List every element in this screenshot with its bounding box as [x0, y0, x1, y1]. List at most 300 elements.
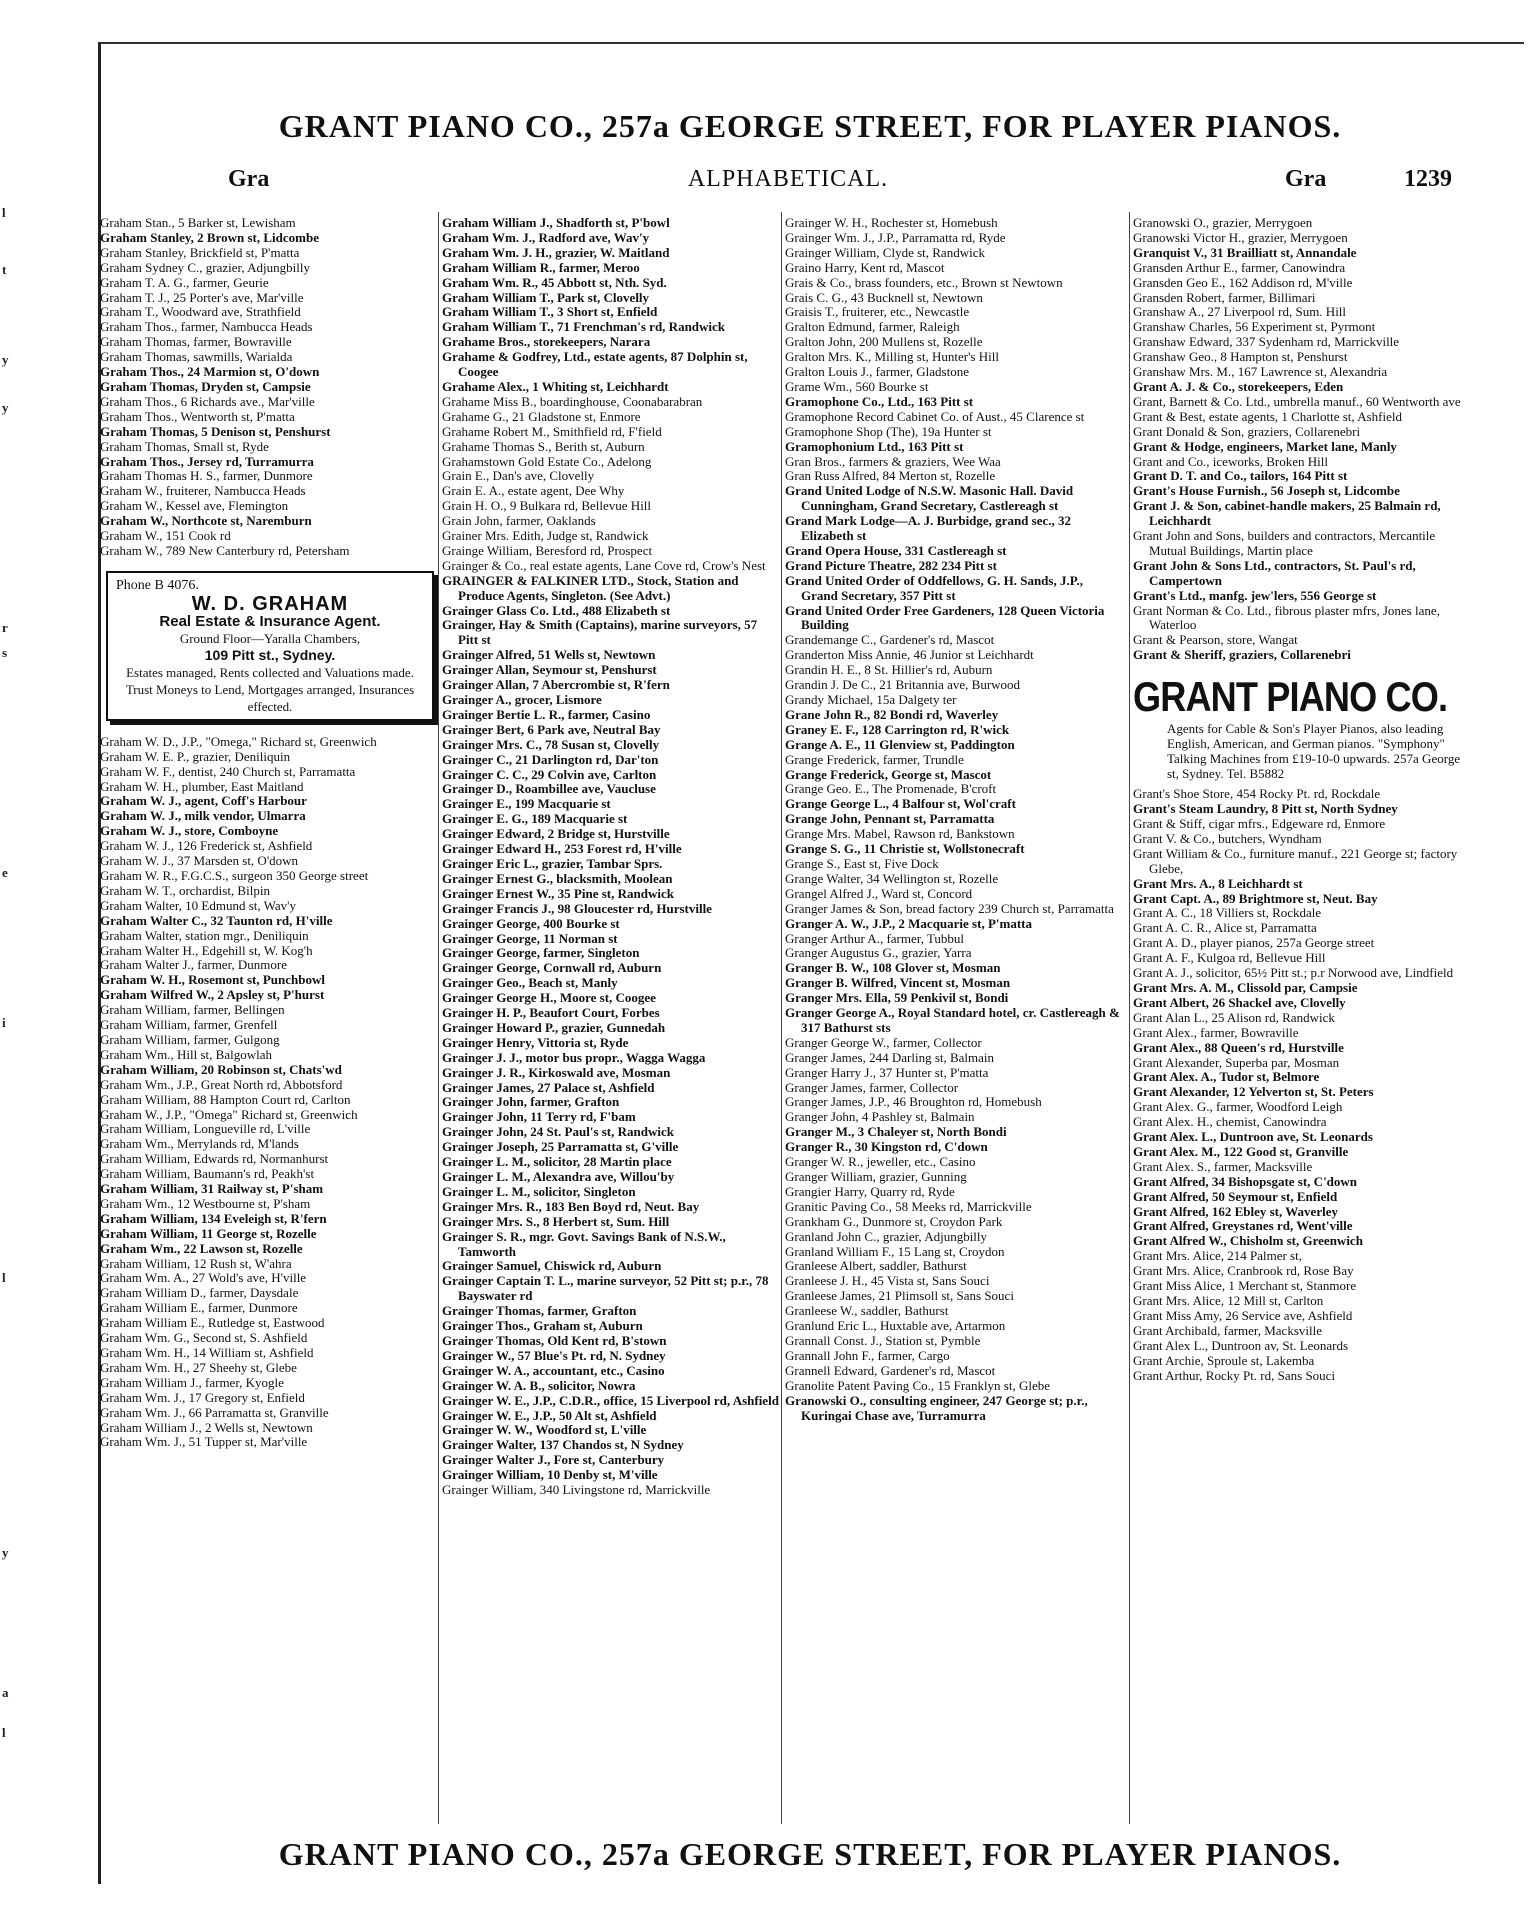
directory-entry: Graham William R., farmer, Meroo: [442, 259, 640, 275]
directory-entry: Grainger Edward, 2 Bridge st, Hurstville: [442, 826, 670, 842]
directory-entry: Graham Walter H., Edgehill st, W. Kog'h: [100, 942, 313, 958]
directory-entry: Grainger C., 21 Darlington rd, Dar'ton: [442, 751, 659, 767]
directory-entry: Grainger George H., Moore st, Coogee: [442, 990, 656, 1006]
directory-entry: Graham W. J., 126 Frederick st, Ashfield: [100, 838, 313, 854]
directory-entry: Grais C. G., 43 Bucknell st, Newtown: [785, 289, 983, 305]
directory-entry: Grandy Michael, 15a Dalgety ter: [785, 692, 957, 707]
directory-entry: Grainger William, 10 Denby st, M'ville: [442, 1467, 658, 1483]
column-4: [1133, 216, 1465, 1824]
directory-entry: Grahame Bros., storekeepers, Narara: [442, 334, 651, 350]
directory-entry: Grainger L. M., Alexandra ave, Willou'by: [442, 1169, 675, 1184]
edge-mark: r: [2, 620, 8, 635]
directory-entry: Graham William T., Park st, Clovelly: [442, 289, 650, 305]
directory-entry: Grant Alex. L., Duntroon ave, St. Leonards: [1133, 1129, 1373, 1145]
directory-entry: Grainger W. E., J.P., C.D.R., office, 15 Liverpool rd, Ashfield: [442, 1392, 779, 1408]
directory-entry: Graham W. F., dentist, 240 Church st, Parramatta: [100, 763, 356, 779]
directory-entry: Grant Archibald, farmer, Macksville: [1133, 1322, 1322, 1338]
directory-entry: Graham William, Edwards rd, Normanhurst: [100, 1151, 329, 1167]
directory-entry: Grant Mrs. A., 8 Leichhardt st: [1133, 875, 1303, 891]
directory-entry: Granger George W., farmer, Collector: [785, 1034, 982, 1050]
directory-entry: Granderton Miss Annie, 46 Junior st Leichhardt: [785, 647, 1034, 663]
directory-entry: Granger Mrs. Ella, 59 Penkivil st, Bondi: [785, 990, 1009, 1006]
directory-entry: Granger B. W., 108 Glover st, Mosman: [785, 960, 1001, 976]
directory-entry: Granger Augustus G., grazier, Yarra: [785, 945, 972, 961]
directory-entry: Granger W. R., jeweller, etc., Casino: [785, 1154, 976, 1170]
directory-entry: Granland William F., 15 Lang st, Croydon: [785, 1243, 1005, 1259]
edge-mark: s: [2, 645, 8, 660]
directory-entry: Grant Alfred W., Chisholm st, Greenwich: [1133, 1233, 1363, 1249]
directory-entry: Graham W., 789 New Canterbury rd, Petersham: [100, 542, 350, 558]
directory-entry: Grant Mrs. Alice, 12 Mill st, Carlton: [1133, 1293, 1324, 1308]
directory-entry: Grainger Samuel, Chiswick rd, Auburn: [442, 1258, 662, 1274]
ad-phone: Phone B 4076.: [116, 577, 199, 593]
directory-entry: Granger John, 4 Pashley st, Balmain: [785, 1109, 975, 1125]
directory-entry: Gransden Arthur E., farmer, Canowindra: [1133, 259, 1346, 275]
directory-entry: Grant Alexander, 12 Yelverton st, St. Peters: [1133, 1084, 1374, 1100]
directory-entry: Grainger Ernest G., blacksmith, Moolean: [442, 870, 673, 886]
directory-entry: Graham William D., farmer, Daysdale: [100, 1285, 299, 1301]
directory-entry: Granger James, farmer, Collector: [785, 1079, 959, 1095]
directory-entry: Graham William, 31 Railway st, P'sham: [100, 1181, 324, 1197]
directory-entry: Graham Thomas, Dryden st, Campsie: [100, 378, 311, 394]
directory-entry: Granger James & Son, bread factory 239 Church st, Parramatta: [785, 900, 1114, 916]
directory-entry: Graham Wm. R., 45 Abbott st, Nth. Syd.: [442, 274, 667, 290]
directory-entry: Gralton Mrs. K., Milling st, Hunter's Hill: [785, 349, 999, 365]
directory-entry: Grain E. A., estate agent, Dee Why: [442, 483, 625, 499]
directory-entry: Grainger Ernest W., 35 Pine st, Randwick: [442, 885, 674, 901]
directory-entry: Graham Sydney C., grazier, Adjungbilly: [100, 259, 310, 275]
column-rule: [781, 212, 782, 1824]
directory-entry: Grandin J. De C., 21 Britannia ave, Burwood: [785, 677, 1021, 693]
directory-entry: Graham William, farmer, Bellingen: [100, 1002, 285, 1018]
directory-entry: Grahame G., 21 Gladstone st, Enmore: [442, 408, 641, 424]
directory-entry: Grant Alex. S., farmer, Macksville: [1133, 1158, 1313, 1174]
directory-entry: Grainger H. P., Beaufort Court, Forbes: [442, 1005, 660, 1021]
column-3: [785, 216, 1123, 1824]
directory-entry: Grant Alex. A., Tudor st, Belmore: [1133, 1069, 1320, 1085]
directory-entry: Granshaw Geo., 8 Hampton st, Penshurst: [1133, 349, 1348, 365]
directory-entry: Grant Capt. A., 89 Brightmore st, Neut. Bay: [1133, 890, 1378, 906]
entries-block: [1133, 216, 1465, 663]
directory-entry: Grant D. T. and Co., tailors, 164 Pitt st: [1133, 468, 1348, 484]
directory-entry: Grainger Eric L., grazier, Tambar Sprs.: [442, 855, 663, 871]
directory-entry: Grainger Thomas, farmer, Grafton: [442, 1303, 637, 1319]
running-head-center: ALPHABETICAL.: [687, 166, 889, 192]
directory-entry: Graham William, 134 Eveleigh st, R'fern: [100, 1210, 327, 1226]
directory-entry: Grainger Thos., Graham st, Auburn: [442, 1318, 643, 1334]
entries-block: [1133, 787, 1465, 1383]
directory-entry: Graham W., Kessel ave, Flemington: [100, 498, 289, 514]
directory-entry: Gran Bros., farmers & graziers, Wee Waa: [785, 453, 1001, 469]
directory-entry: Gramophonium Ltd., 163 Pitt st: [785, 438, 964, 454]
directory-entry: Grais & Co., brass founders, etc., Brown st Newtown: [785, 274, 1063, 290]
directory-entry: Grange John, Pennant st, Parramatta: [785, 811, 995, 827]
column-rule: [1129, 212, 1130, 1824]
ad-name: W. D. GRAHAM: [191, 592, 349, 615]
directory-entry: Granlund Eric L., Huxtable ave, Artarmon: [785, 1318, 1006, 1334]
directory-entry: Grant A. F., Kulgoa rd, Bellevue Hill: [1133, 950, 1326, 966]
directory-entry: Grant William & Co., furniture manuf., 221 George st; factory Glebe,: [1133, 845, 1458, 876]
directory-entry: Graham Walter, 10 Edmund st, Wav'y: [100, 897, 297, 913]
directory-entry: Grainger John, 24 St. Paul's st, Randwick: [442, 1124, 674, 1140]
directory-entry: Grainger E., 199 Macquarie st: [442, 796, 611, 812]
directory-entry: Graham William J., farmer, Kyogle: [100, 1374, 284, 1390]
directory-entry: Graham W., J.P., "Omega" Richard st, Greenwich: [100, 1106, 358, 1122]
directory-entry: Graham William T., 3 Short st, Enfield: [442, 304, 658, 320]
directory-entry: Grainger Glass Co. Ltd., 488 Elizabeth st: [442, 602, 671, 618]
directory-entry: Graham W. T., orchardist, Bilpin: [100, 882, 270, 898]
directory-entry: Grange George L., 4 Balfour st, Wol'craft: [785, 796, 1016, 812]
directory-entry: Granland John C., grazier, Adjungbilly: [785, 1228, 988, 1244]
directory-entry: Grainger Francis J., 98 Gloucester rd, Hurstville: [442, 900, 712, 916]
directory-entry: Gransden Robert, farmer, Billimari: [1133, 289, 1316, 305]
directory-entry: Graham W. D., J.P., "Omega," Richard st, Greenwich: [100, 733, 377, 749]
directory-entry: Graham W. R., F.G.C.S., surgeon 350 George street: [100, 868, 369, 883]
directory-entry: Graham Wm. J., Radford ave, Wav'y: [442, 229, 650, 245]
directory-entry: Grange Mrs. Mabel, Rawson rd, Bankstown: [785, 826, 1015, 842]
directory-entry: Grahame Robert M., Smithfield rd, F'field: [442, 423, 662, 439]
directory-entry: Granshaw Mrs. M., 167 Lawrence st, Alexandria: [1133, 364, 1388, 380]
directory-entry: Grant Alex. G., farmer, Woodford Leigh: [1133, 1099, 1343, 1115]
directory-entry: Granger A. W., J.P., 2 Macquarie st, P'matta: [785, 915, 1032, 931]
directory-entry: Grainger James, 27 Palace st, Ashfield: [442, 1079, 655, 1095]
directory-entry: Grant Miss Alice, 1 Merchant st, Stanmore: [1133, 1278, 1357, 1294]
directory-entry: Graham William, 12 Rush st, W'ahra: [100, 1255, 292, 1271]
directory-entry: Grandemange C., Gardener's rd, Mascot: [785, 632, 995, 648]
grant-piano-advertisement: [1133, 673, 1465, 781]
column-1: [100, 216, 438, 1824]
directory-entry: Grain John, farmer, Oaklands: [442, 513, 596, 529]
directory-entry: Graham Stanley, 2 Brown st, Lidcombe: [100, 229, 319, 245]
entries-block: [785, 216, 1123, 1423]
directory-entry: Granger M., 3 Chaleyer st, North Bondi: [785, 1124, 1007, 1140]
directory-entry: Grant V. & Co., butchers, Wyndham: [1133, 830, 1322, 846]
directory-entry: Grant A. D., player pianos, 257a George street: [1133, 935, 1375, 951]
directory-entry: Grainger Bert, 6 Park ave, Neutral Bay: [442, 721, 661, 737]
directory-entry: Graham Wm., J.P., Great North rd, Abbotsford: [100, 1076, 343, 1092]
directory-entry: Graham Wm. G., Second st, S. Ashfield: [100, 1330, 308, 1346]
graham-advertisement: [106, 571, 434, 721]
directory-entry: Grant Donald & Son, graziers, Collarenebri: [1133, 423, 1361, 439]
directory-entry: Grainger W. W., Woodford st, L'ville: [442, 1422, 647, 1438]
directory-entry: Grant Alfred, 34 Bishopsgate st, C'down: [1133, 1173, 1358, 1189]
directory-entry: Graham William, 11 George st, Rozelle: [100, 1225, 317, 1241]
edge-mark: l: [2, 1270, 6, 1285]
edge-mark: i: [2, 1015, 6, 1030]
directory-entry: GRAINGER & FALKINER LTD., Stock, Station and Produce Agents, Singleton. (See Advt.): [442, 572, 739, 603]
directory-entry: Graham Walter, station mgr., Deniliquin: [100, 927, 309, 943]
directory-entry: Grange A. E., 11 Glenview st, Paddington: [785, 736, 1015, 752]
directory-entry: Grant Mrs. A. M., Clissold par, Campsie: [1133, 979, 1358, 995]
directory-entry: Grainger Walter J., Fore st, Canterbury: [442, 1452, 665, 1468]
directory-entry: Grainger Edward H., 253 Forest rd, H'ville: [442, 841, 682, 857]
edge-mark: e: [2, 865, 8, 880]
directory-entry: Graham William J., 2 Wells st, Newtown: [100, 1419, 313, 1435]
directory-entry: Grand United Order of Oddfellows, G. H. Sands, J.P., Grand Secretary, 357 Pitt st: [785, 572, 1083, 603]
directory-entry: Grant John & Sons Ltd., contractors, St. Paul's rd, Campertown: [1133, 557, 1416, 588]
directory-entry: Graham W. J., 37 Marsden st, O'down: [100, 853, 299, 869]
directory-entry: Grahamstown Gold Estate Co., Adelong: [442, 453, 652, 469]
directory-entry: Grainger John, farmer, Grafton: [442, 1094, 620, 1110]
ad-floor: Ground Floor—Yaralla Chambers,: [179, 630, 361, 646]
directory-entry: Grainger L. M., solicitor, Singleton: [442, 1183, 636, 1199]
directory-entry: Gramophone Co., Ltd., 163 Pitt st: [785, 393, 974, 409]
directory-entry: Granleese J. H., 45 Vista st, Sans Souci: [785, 1273, 990, 1289]
directory-entry: Grainger L. M., solicitor, 28 Martin place: [442, 1154, 672, 1170]
directory-entry: Graham Stanley, Brickfield st, P'matta: [100, 244, 300, 260]
directory-entry: Grainger, Hay & Smith (Captains), marine surveyors, 57 Pitt st: [442, 617, 758, 648]
directory-entry: Grant & Pearson, store, Wangat: [1133, 632, 1298, 648]
directory-entry: Grannall Const. J., Station st, Pymble: [785, 1332, 981, 1348]
directory-entry: Graham Thomas H. S., farmer, Dunmore: [100, 468, 313, 484]
directory-entry: Grant John and Sons, builders and contractors, Mercantile Mutual Buildings, Martin place: [1133, 528, 1436, 558]
directory-entry: Grame Wm., 560 Bourke st: [785, 378, 929, 394]
directory-entry: Graham T., Woodward ave, Strathfield: [100, 304, 301, 320]
edge-mark: l: [2, 1725, 6, 1740]
directory-entry: Graisis T., fruiterer, etc., Newcastle: [785, 304, 970, 320]
directory-entry: Grand United Order Free Gardeners, 128 Queen Victoria Building: [785, 602, 1105, 633]
directory-entry: Grainger W. H., Rochester st, Homebush: [785, 216, 998, 230]
directory-entry: Grant & Hodge, engineers, Market lane, Manly: [1133, 438, 1397, 454]
directory-entry: Grain H. O., 9 Bulkara rd, Bellevue Hill: [442, 498, 652, 514]
directory-entry: Grant Alexander, Superba par, Mosman: [1133, 1054, 1340, 1070]
edge-mark: y: [2, 352, 9, 367]
running-head-right: Gra: [1285, 166, 1327, 192]
page-number: 1239: [1404, 166, 1452, 192]
directory-entry: Graham Thos., Jersey rd, Turramurra: [100, 453, 314, 469]
directory-entry: Granquist V., 31 Brailliatt st, Annandale: [1133, 244, 1357, 260]
directory-entry: Grainger Allan, Seymour st, Penshurst: [442, 662, 657, 678]
directory-entry: Grainger Captain T. L., marine surveyor, 52 Pitt st; p.r., 78 Bayswater rd: [442, 1273, 769, 1304]
directory-entry: Graham William E., farmer, Dunmore: [100, 1300, 298, 1316]
directory-entry: Granger Arthur A., farmer, Tubbul: [785, 930, 964, 946]
directory-entry: Grand Opera House, 331 Castlereagh st: [785, 542, 1007, 558]
edge-mark: a: [2, 1685, 9, 1700]
directory-entry: Grange S., East st, Five Dock: [785, 855, 939, 871]
directory-entry: Graham W., 151 Cook rd: [100, 528, 231, 544]
directory-entry: Grainger Joseph, 25 Parramatta st, G'ville: [442, 1139, 679, 1155]
directory-entry: Granger R., 30 Kingston rd, C'down: [785, 1139, 988, 1155]
directory-entry: Grand Picture Theatre, 282 234 Pitt st: [785, 557, 997, 573]
directory-entry: Grainger Alfred, 51 Wells st, Newtown: [442, 647, 656, 663]
directory-entry: Grankham G., Dunmore st, Croydon Park: [785, 1213, 1003, 1229]
directory-entry: Granger James, 244 Darling st, Balmain: [785, 1049, 995, 1065]
directory-entry: Grand United Lodge of N.S.W. Masonic Hall. David Cunningham, Grand Secretary, Castlereagh st: [785, 483, 1074, 514]
directory-entry: Graham W. E. P., grazier, Deniliquin: [100, 748, 291, 764]
directory-entry: Grant, Barnett & Co. Ltd., umbrella manuf., 60 Wentworth ave: [1133, 393, 1461, 409]
directory-entry: Grannell Edward, Gardener's rd, Mascot: [785, 1362, 996, 1378]
directory-entry: Graham William, Longueville rd, L'ville: [100, 1121, 311, 1137]
directory-entry: Grainger Allan, 7 Abercrombie st, R'fern: [442, 677, 670, 693]
directory-entry: Graham Thomas, sawmills, Warialda: [100, 349, 293, 365]
banner-bottom: GRANT PIANO CO., 257a GEORGE STREET, FOR PLAYER PIANOS.: [278, 1836, 1342, 1872]
directory-entry: Grant A. C. R., Alice st, Parramatta: [1133, 920, 1317, 936]
entries-block: [442, 216, 780, 1498]
directory-entry: Grahame & Godfrey, Ltd., estate agents, 87 Dolphin st, Coogee: [442, 349, 748, 380]
directory-entry: Grant Mrs. Alice, Cranbrook rd, Rose Bay: [1133, 1263, 1354, 1279]
directory-entry: Grainger William, Clyde st, Randwick: [785, 244, 985, 260]
directory-entry: Graham W., fruiterer, Nambucca Heads: [100, 483, 306, 499]
edge-mark: y: [2, 400, 9, 415]
directory-entry: Graham Wm., 22 Lawson st, Rozelle: [100, 1240, 303, 1256]
directory-entry: Grahame Thomas S., Berith st, Auburn: [442, 438, 645, 454]
edge-mark: y: [2, 1545, 9, 1560]
directory-entry: Graham Walter C., 32 Taunton rd, H'ville: [100, 912, 333, 928]
directory-entry: Graham William, 20 Robinson st, Chats'wd: [100, 1061, 342, 1077]
directory-entry: Graham W., Northcote st, Naremburn: [100, 513, 312, 529]
directory-entry: Grainger Howard P., grazier, Gunnedah: [442, 1019, 666, 1035]
directory-entry: Graham Wm. H., 27 Sheehy st, Glebe: [100, 1359, 297, 1375]
edge-mark: l: [2, 205, 6, 220]
directory-entry: Granger James, J.P., 46 Broughton rd, Homebush: [785, 1094, 1042, 1110]
directory-entry: Grant & Stiff, cigar mfrs., Edgeware rd, Enmore: [1133, 816, 1386, 831]
edge-mark: t: [2, 262, 7, 277]
directory-entry: Grainger Bertie L. R., farmer, Casino: [442, 706, 651, 722]
directory-entry: Graham Thos., farmer, Nambucca Heads: [100, 319, 313, 335]
directory-entry: Graham Thos., Wentworth st, P'matta: [100, 408, 295, 424]
directory-entry: Graham Wm., Hill st, Balgowlah: [100, 1046, 272, 1062]
directory-entry: Grainger J. J., motor bus propr., Wagga Wagga: [442, 1049, 706, 1065]
directory-entry: Grainger C. C., 29 Colvin ave, Carlton: [442, 766, 657, 782]
directory-entry: Granger George A., Royal Standard hotel, cr. Castlereagh & 317 Bathurst sts: [785, 1005, 1120, 1035]
directory-entry: Graham Wm. H., 14 William st, Ashfield: [100, 1345, 314, 1360]
directory-entry: Grant Alex. M., 122 Good st, Granville: [1133, 1143, 1349, 1159]
directory-entry: Grant Alex. H., chemist, Canowindra: [1133, 1114, 1327, 1130]
directory-entry: Granolite Patent Paving Co., 15 Franklyn st, Glebe: [785, 1377, 1051, 1393]
directory-entry: Gransden Geo E., 162 Addison rd, M'ville: [1133, 274, 1353, 290]
directory-entry: Graham Wm. A., 27 Wold's ave, H'ville: [100, 1270, 307, 1286]
directory-entry: Grant Archie, Sproule st, Lakemba: [1133, 1352, 1315, 1368]
directory-entry: Grange Frederick, farmer, Trundle: [785, 751, 964, 767]
directory-entry: Granowski O., grazier, Merrygoen: [1133, 216, 1313, 230]
directory-entry: Grainger Walter, 137 Chandos st, N Sydney: [442, 1437, 684, 1453]
entries-block: [100, 735, 438, 1451]
running-head-left: Gra: [228, 166, 270, 192]
directory-entry: Graham William, 88 Hampton Court rd, Carlton: [100, 1091, 351, 1107]
directory-entry: Graham Wm. J., 66 Parramatta st, Granville: [100, 1404, 329, 1420]
directory-entry: Grainger W. A., accountant, etc., Casino: [442, 1362, 665, 1378]
directory-entry: Granger William, grazier, Gunning: [785, 1169, 967, 1184]
directory-entry: Grant & Best, estate agents, 1 Charlotte st, Ashfield: [1133, 408, 1402, 424]
directory-entry: Graham Stan., 5 Barker st, Lewisham: [100, 216, 296, 230]
directory-entry: Graham Thos., 6 Richards ave., Mar'ville: [100, 393, 315, 409]
directory-entry: Grainger W. A. B., solicitor, Nowra: [442, 1377, 636, 1393]
directory-entry: Gran Russ Alfred, 84 Merton st, Rozelle: [785, 468, 996, 484]
directory-entry: Graham William, Baumann's rd, Peakh'st: [100, 1166, 315, 1182]
directory-entry: Gramophone Shop (The), 19a Hunter st: [785, 423, 992, 439]
directory-entry: Grainger Geo., Beach st, Manly: [442, 975, 618, 991]
ad-line-2: Trust Moneys to Lend, Mortgages arranged, Insurances effected.: [125, 681, 415, 714]
ad-role: Real Estate & Insurance Agent.: [159, 612, 381, 630]
directory-entry: Grange Frederick, George st, Mascot: [785, 766, 992, 782]
directory-entry: Grange S. G., 11 Christie st, Wollstonecraft: [785, 841, 1025, 857]
directory-entry: Grannall John F., farmer, Cargo: [785, 1347, 950, 1363]
directory-entry: Graham William T., 71 Frenchman's rd, Randwick: [442, 319, 726, 335]
directory-entry: Grainger Mrs. C., 78 Susan st, Clovelly: [442, 736, 660, 752]
directory-entry: Grant Alfred, Greystanes rd, Went'ville: [1133, 1218, 1353, 1234]
directory-entry: Graham W. J., milk vendor, Ulmarra: [100, 808, 306, 824]
directory-entry: Grant Alex L., Duntroon av, St. Leonards: [1133, 1337, 1349, 1353]
directory-entry: Grainger Henry, Vittoria st, Ryde: [442, 1034, 629, 1050]
directory-entry: Grainger J. R., Kirkoswald ave, Mosman: [442, 1064, 671, 1080]
directory-entry: Grandin H. E., 8 St. Hillier's rd, Auburn: [785, 662, 993, 678]
directory-entry: Grainger George, 400 Bourke st: [442, 915, 620, 931]
directory-entry: Grainer Mrs. Edith, Judge st, Randwick: [442, 528, 649, 544]
directory-entry: Granger Harry J., 37 Hunter st, P'matta: [785, 1064, 989, 1080]
directory-entry: Grant & Sheriff, graziers, Collarenebri: [1133, 647, 1351, 663]
directory-entry: Grant A. J., solicitor, 65½ Pitt st.; p.r Norwood ave, Lindfield: [1133, 965, 1454, 981]
directory-entry: Graham W. H., plumber, East Maitland: [100, 778, 304, 794]
directory-entry: Grainger Wm. J., J.P., Parramatta rd, Ryde: [785, 229, 1006, 245]
directory-entry: Graham Thomas, 5 Denison st, Penshurst: [100, 423, 331, 439]
directory-entry: Graham T. J., 25 Porter's ave, Mar'ville: [100, 289, 304, 305]
directory-entry: Grant Mrs. Alice, 214 Palmer st,: [1133, 1248, 1302, 1264]
directory-entry: Grahame Alex., 1 Whiting st, Leichhardt: [442, 378, 669, 394]
directory-entry: Gralton Louis J., farmer, Gladstone: [785, 364, 969, 380]
directory-entry: Grainger George, 11 Norman st: [442, 930, 618, 946]
directory-entry: Graham William, farmer, Gulgong: [100, 1031, 280, 1047]
directory-entry: Grant A. J. & Co., storekeepers, Eden: [1133, 378, 1344, 394]
directory-entry: Gralton Edmund, farmer, Raleigh: [785, 319, 960, 335]
column-2: [442, 216, 780, 1824]
directory-entry: Graham W. J., agent, Coff's Harbour: [100, 793, 307, 809]
directory-entry: Grainger D., Roambillee ave, Vaucluse: [442, 781, 656, 797]
directory-entry: Grant J. & Son, cabinet-handle makers, 25 Balmain rd, Leichhardt: [1133, 498, 1441, 529]
directory-entry: Grant Alfred, 50 Seymour st, Enfield: [1133, 1188, 1338, 1204]
directory-entry: Granleese Albert, saddler, Bathurst: [785, 1258, 967, 1274]
directory-entry: Graham Thomas, Small st, Ryde: [100, 438, 269, 454]
ad-line-1: Estates managed, Rents collected and Valuations made.: [126, 664, 414, 680]
directory-entry: Grant Alex., 88 Queen's rd, Hurstville: [1133, 1039, 1344, 1055]
directory-entry: Gralton John, 200 Mullens st, Rozelle: [785, 334, 983, 350]
directory-entry: Grainger W., 57 Blue's Pt. rd, N. Sydney: [442, 1347, 666, 1363]
directory-entry: Grain E., Dan's ave, Clovelly: [442, 468, 595, 484]
directory-entry: Gramophone Record Cabinet Co. of Aust., 45 Clarence st: [785, 408, 1085, 424]
ad-address: 109 Pitt st., Sydney.: [204, 646, 336, 663]
directory-entry: Grainger A., grocer, Lismore: [442, 692, 602, 707]
column-rule: [438, 212, 439, 1824]
directory-entry: Graham Wilfred W., 2 Apsley st, P'hurst: [100, 987, 325, 1003]
directory-entry: Graham William J., Shadforth st, P'bowl: [442, 216, 670, 230]
directory-entry: Grainger William, 340 Livingstone rd, Marrickville: [442, 1482, 711, 1498]
grant-ad-title: GRANT PIANO CO.: [1133, 673, 1448, 721]
directory-entry: Grant Norman & Co. Ltd., fibrous plaster mfrs, Jones lane, Waterloo: [1133, 602, 1440, 633]
directory-entry: Granowski Victor H., grazier, Merrygoen: [1133, 229, 1348, 245]
entries-block: [100, 216, 438, 559]
directory-entry: Graham Wm. J., 17 Gregory st, Enfield: [100, 1389, 305, 1405]
directory-entry: Grainger George, farmer, Singleton: [442, 945, 640, 961]
directory-entry: Graham Wm. J., 51 Tupper st, Mar'ville: [100, 1434, 308, 1450]
directory-entry: Grant Alan L., 25 Alison rd, Randwick: [1133, 1009, 1335, 1025]
directory-entry: Grangier Harry, Quarry rd, Ryde: [785, 1183, 955, 1199]
directory-entry: Grant Alex., farmer, Bowraville: [1133, 1024, 1299, 1040]
directory-entry: Grahame Miss B., boardinghouse, Coonabarabran: [442, 393, 703, 409]
directory-entry: Grant's Ltd., manfg. jew'lers, 556 George st: [1133, 587, 1377, 603]
directory-entry: Grant and Co., iceworks, Broken Hill: [1133, 453, 1328, 469]
directory-entry: Grainger Mrs. R., 183 Ben Boyd rd, Neut. Bay: [442, 1198, 700, 1214]
directory-entry: Grainger Thomas, Old Kent rd, B'stown: [442, 1332, 667, 1348]
directory-entry: Graham W. J., store, Comboyne: [100, 823, 279, 839]
directory-entry: Graham Walter J., farmer, Dunmore: [100, 957, 287, 973]
directory-entry: Granshaw A., 27 Liverpool rd, Sum. Hill: [1133, 304, 1347, 320]
directory-entry: Grainger S. R., mgr. Govt. Savings Bank of N.S.W., Tamworth: [442, 1228, 726, 1259]
directory-entry: Graham W. H., Rosemont st, Punchbowl: [100, 972, 325, 988]
directory-entry: Grant Albert, 26 Shackel ave, Clovelly: [1133, 994, 1346, 1010]
directory-entry: Graham William, farmer, Grenfell: [100, 1017, 278, 1033]
directory-entry: Granshaw Edward, 337 Sydenham rd, Marrickville: [1133, 334, 1400, 350]
directory-entry: Granleese James, 21 Plimsoll st, Sans Souci: [785, 1288, 1014, 1304]
directory-entry: Grainger George, Cornwall rd, Auburn: [442, 960, 662, 976]
